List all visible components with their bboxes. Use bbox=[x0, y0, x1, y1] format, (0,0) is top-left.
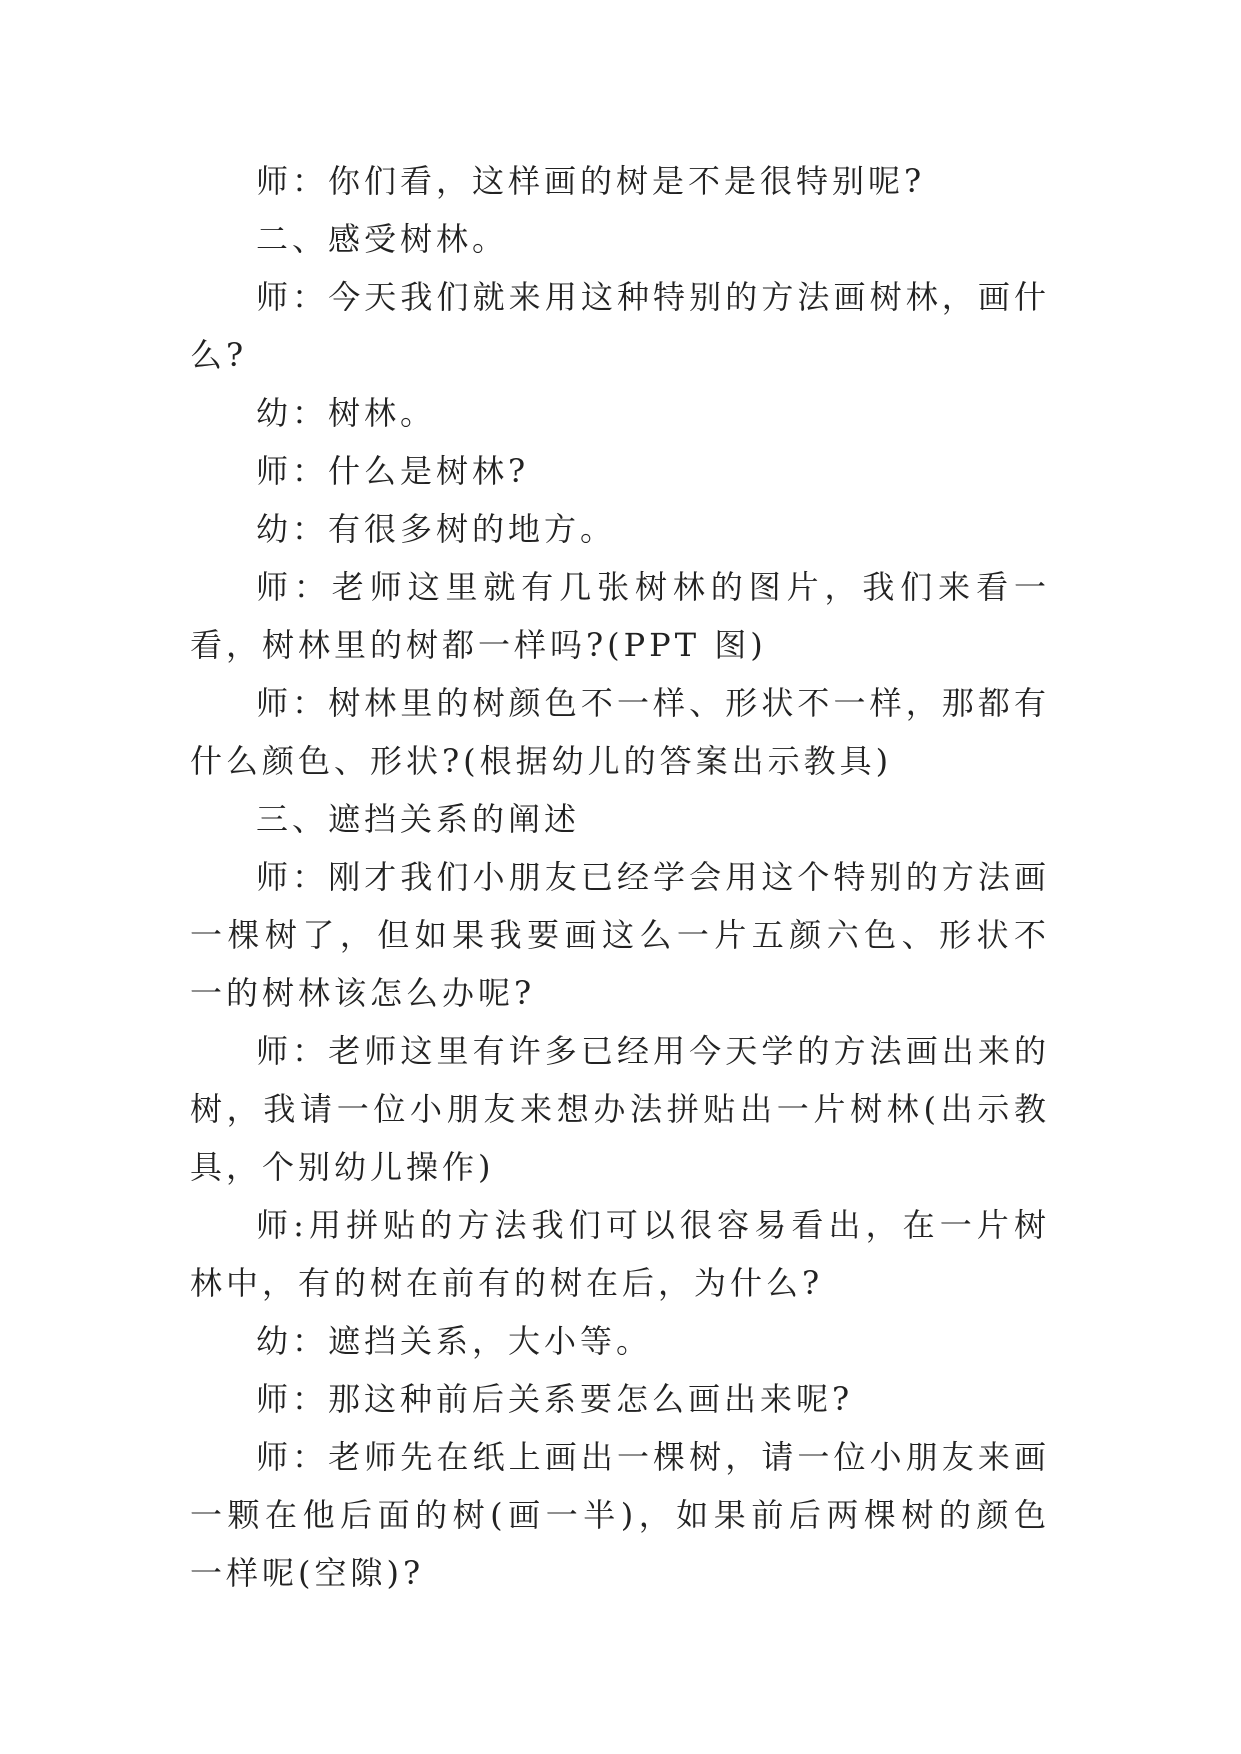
paragraph-5: 师：什么是树林? bbox=[256, 452, 530, 490]
paragraph-3: 师：今天我们就来用这种特别的方法画树林，画什么? bbox=[190, 278, 1050, 374]
paragraph-8: 师：树林里的树颜色不一样、形状不一样，那都有什么颜色、形状?(根据幼儿的答案出示教具) bbox=[190, 684, 1050, 780]
paragraph-15: 师：老师先在纸上画出一棵树，请一位小朋友来画一颗在他后面的树(画一半)，如果前后两棵树的颜色一样呢(空隙)? bbox=[190, 1438, 1050, 1592]
paragraph-13: 幼：遮挡关系，大小等。 bbox=[256, 1322, 653, 1360]
paragraph-6: 幼：有很多树的地方。 bbox=[256, 510, 617, 548]
paragraph-14: 师：那这种前后关系要怎么画出来呢? bbox=[256, 1380, 854, 1418]
paragraph-1: 师：你们看，这样画的树是不是很特别呢? bbox=[256, 162, 926, 200]
section-heading-2: 二、感受树林。 bbox=[256, 220, 509, 258]
paragraph-11: 师：老师这里有许多已经用今天学的方法画出来的树，我请一位小朋友来想办法拼贴出一片树林(出示教具，个别幼儿操作) bbox=[190, 1032, 1050, 1186]
paragraph-12: 师:用拼贴的方法我们可以很容易看出，在一片树林中，有的树在前有的树在后，为什么? bbox=[190, 1206, 1050, 1302]
paragraph-10: 师：刚才我们小朋友已经学会用这个特别的方法画一棵树了，但如果我要画这么一片五颜六色、形状不一的树林该怎么办呢? bbox=[190, 858, 1050, 1012]
section-heading-3: 三、遮挡关系的阐述 bbox=[256, 800, 581, 838]
paragraph-7: 师：老师这里就有几张树林的图片，我们来看一看，树林里的树都一样吗?(PPT 图) bbox=[190, 568, 1050, 664]
document-body bbox=[190, 152, 1050, 1602]
paragraph-4: 幼：树林。 bbox=[256, 394, 437, 432]
